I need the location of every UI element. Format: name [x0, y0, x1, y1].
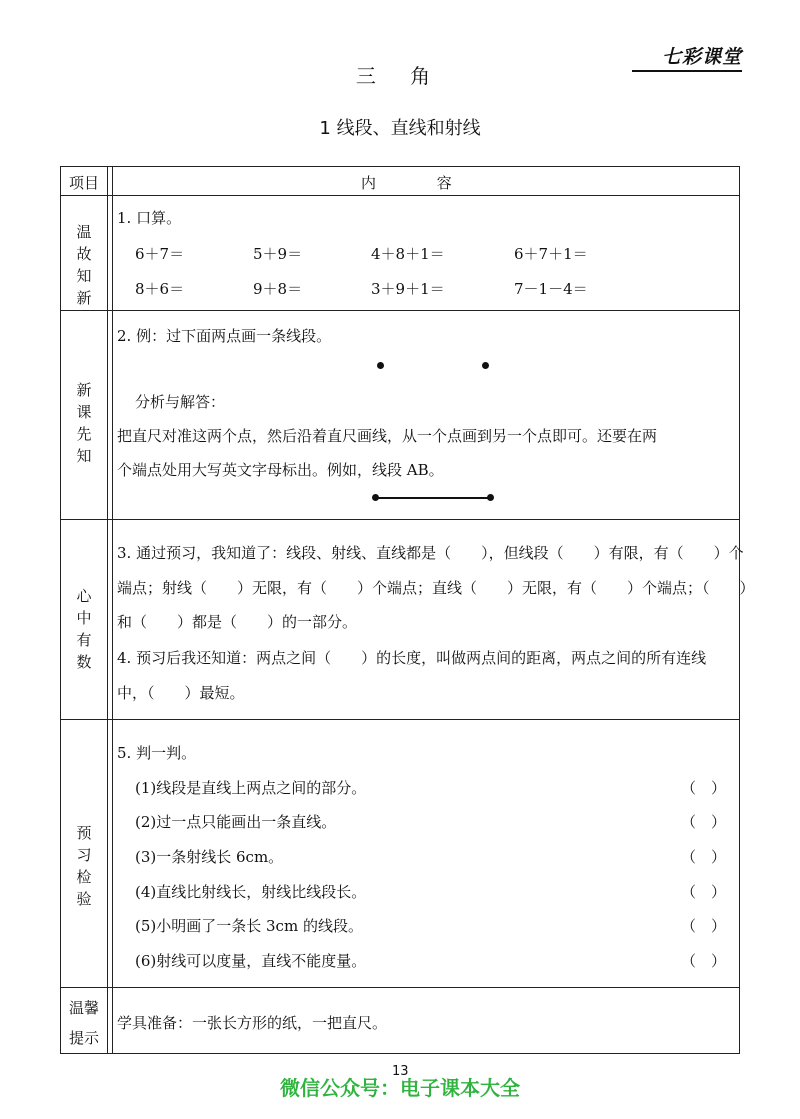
- q4-text: 4. 预习后我还知道：两点之间（ ）的长度，叫做两点间的距离，两点之间的所有连线: [117, 649, 707, 667]
- chapter-title: 三 角: [355, 64, 445, 88]
- analysis-text: 个端点处用大写英文字母标出。例如，线段 AB。: [117, 461, 444, 479]
- judge-item: (2)过一点只能画出一条直线。: [135, 813, 337, 831]
- calc-item: 5＋9＝: [253, 245, 303, 263]
- point-dot: [482, 362, 489, 369]
- row-divider: [61, 519, 739, 520]
- q3-text: 和（ ）都是（ ）的一部分。: [117, 613, 358, 631]
- segment-endpoint: [487, 494, 494, 501]
- judge-item: (4)直线比射线长，射线比线段长。: [135, 883, 367, 901]
- calc-item: 4＋8＋1＝: [371, 245, 445, 263]
- column-divider: [107, 167, 108, 1053]
- header-item: 项目: [68, 174, 99, 192]
- q2-heading: 2. 例：过下面两点画一条线段。: [117, 327, 332, 345]
- section-label-tips-1: 温馨: [68, 999, 99, 1017]
- q3-text: 3. 通过预习，我知道了：线段、射线、直线都是（ ），但线段（ ）有限，有（ ）个: [117, 544, 744, 562]
- calc-item: 8＋6＝: [135, 280, 185, 298]
- judge-item: (6)射线可以度量，直线不能度量。: [135, 952, 367, 970]
- judge-item: (1)线段是直线上两点之间的部分。: [135, 779, 367, 797]
- calc-item: 9＋8＝: [253, 280, 303, 298]
- answer-bracket[interactable]: （ ）: [681, 779, 727, 797]
- section-label-review: 温故知新: [76, 223, 92, 307]
- q1-heading: 1. 口算。: [117, 209, 182, 227]
- analysis-text: 把直尺对准这两个点，然后沿着直尺画线，从一个点画到另一个点即可。还要在两: [117, 427, 658, 445]
- section-label-check: 预习检验: [76, 824, 92, 908]
- answer-bracket[interactable]: （ ）: [681, 848, 727, 866]
- row-divider: [61, 195, 739, 196]
- page-number: 13: [392, 1064, 409, 1079]
- q4-text: 中，（ ）最短。: [117, 684, 245, 702]
- header-content: 内 容: [361, 174, 480, 192]
- section-label-new-lesson: 新课先知: [76, 381, 92, 465]
- column-divider-inner: [112, 167, 113, 1053]
- point-dot: [377, 362, 384, 369]
- row-divider: [61, 987, 739, 988]
- q3-text: 端点；射线（ ）无限，有（ ）个端点；直线（ ）无限，有（ ）个端点；（ ）: [117, 579, 755, 597]
- calc-item: 3＋9＋1＝: [371, 280, 445, 298]
- row-divider: [61, 310, 739, 311]
- watermark-text: 微信公众号：电子课本大全: [280, 1076, 520, 1100]
- answer-bracket[interactable]: （ ）: [681, 917, 727, 935]
- judge-item: (3)一条射线长 6cm。: [135, 848, 284, 866]
- analysis-heading: 分析与解答：: [135, 393, 226, 411]
- q5-heading: 5. 判一判。: [117, 744, 197, 762]
- calc-item: 6＋7＝: [135, 245, 185, 263]
- line-segment-ab: [376, 497, 490, 499]
- judge-item: (5)小明画了一条长 3cm 的线段。: [135, 917, 363, 935]
- lesson-title: 1 线段、直线和射线: [319, 118, 481, 139]
- answer-bracket[interactable]: （ ）: [681, 883, 727, 901]
- answer-bracket[interactable]: （ ）: [681, 813, 727, 831]
- calc-item: 6＋7＋1＝: [514, 245, 588, 263]
- tips-text: 学具准备：一张长方形的纸，一把直尺。: [117, 1014, 388, 1032]
- calc-item: 7－1－4＝: [514, 280, 588, 298]
- section-label-tips-2: 提示: [68, 1029, 99, 1047]
- logo-text: 七彩课堂: [661, 46, 742, 68]
- answer-bracket[interactable]: （ ）: [681, 952, 727, 970]
- preview-table: [60, 166, 755, 1054]
- section-label-know: 心中有数: [76, 587, 92, 671]
- row-divider: [61, 719, 739, 720]
